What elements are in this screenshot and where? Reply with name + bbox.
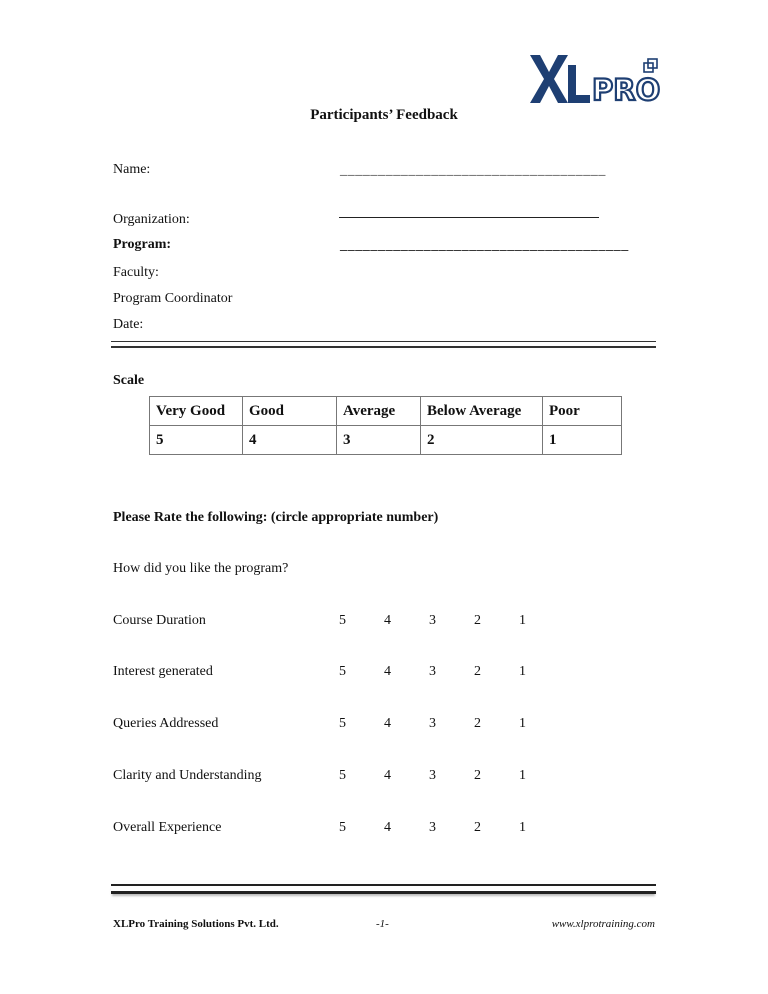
rating-option-2[interactable]: 2 bbox=[474, 820, 481, 835]
rating-label: Course Duration bbox=[113, 613, 206, 628]
rating-option-4[interactable]: 4 bbox=[384, 613, 391, 628]
rating-option-5[interactable]: 5 bbox=[339, 613, 346, 628]
rating-option-5[interactable]: 5 bbox=[339, 716, 346, 731]
faculty-label: Faculty: bbox=[113, 265, 159, 280]
rating-option-2[interactable]: 2 bbox=[474, 768, 481, 783]
footer-company: XLPro Training Solutions Pvt. Ltd. bbox=[113, 918, 279, 930]
scale-header-cell: Average bbox=[337, 397, 421, 426]
scale-heading: Scale bbox=[113, 373, 145, 388]
rating-option-1[interactable]: 1 bbox=[519, 716, 526, 731]
rating-option-5[interactable]: 5 bbox=[339, 664, 346, 679]
scale-value-cell: 4 bbox=[243, 426, 337, 455]
rating-label: Queries Addressed bbox=[113, 716, 219, 731]
rating-option-2[interactable]: 2 bbox=[474, 613, 481, 628]
rating-option-3[interactable]: 3 bbox=[429, 716, 436, 731]
rating-option-4[interactable]: 4 bbox=[384, 664, 391, 679]
footer-divider bbox=[111, 884, 656, 894]
xlpro-logo bbox=[528, 53, 660, 105]
footer-page-number: -1- bbox=[376, 918, 389, 930]
scale-header-row bbox=[150, 397, 622, 426]
rating-option-1[interactable]: 1 bbox=[519, 664, 526, 679]
scale-value-cell: 1 bbox=[543, 426, 622, 455]
coordinator-label: Program Coordinator bbox=[113, 291, 233, 306]
rating-option-2[interactable]: 2 bbox=[474, 664, 481, 679]
rating-option-1[interactable]: 1 bbox=[519, 820, 526, 835]
date-label: Date: bbox=[113, 317, 144, 332]
rating-option-2[interactable]: 2 bbox=[474, 716, 481, 731]
rating-label: Interest generated bbox=[113, 664, 213, 679]
rating-label: Overall Experience bbox=[113, 820, 222, 835]
footer-website[interactable]: www.xlprotraining.com bbox=[551, 918, 655, 930]
rating-option-1[interactable]: 1 bbox=[519, 768, 526, 783]
rating-option-4[interactable]: 4 bbox=[384, 716, 391, 731]
rating-option-3[interactable]: 3 bbox=[429, 613, 436, 628]
rating-option-5[interactable]: 5 bbox=[339, 820, 346, 835]
rating-option-5[interactable]: 5 bbox=[339, 768, 346, 783]
scale-header-cell: Below Average bbox=[421, 397, 543, 426]
rating-label: Clarity and Understanding bbox=[113, 768, 262, 783]
scale-value-row bbox=[150, 426, 622, 455]
rating-option-3[interactable]: 3 bbox=[429, 820, 436, 835]
scale-header-cell: Good bbox=[243, 397, 337, 426]
rating-option-3[interactable]: 3 bbox=[429, 664, 436, 679]
name-label: Name: bbox=[113, 162, 151, 177]
page-title: Participants’ Feedback bbox=[310, 107, 458, 123]
rating-option-1[interactable]: 1 bbox=[519, 613, 526, 628]
rate-instruction: Please Rate the following: (circle appropriate number) bbox=[113, 510, 439, 525]
organization-blank[interactable] bbox=[339, 217, 599, 218]
scale-value-cell: 5 bbox=[150, 426, 243, 455]
logo-pro-text: PRO bbox=[592, 73, 660, 105]
rating-option-4[interactable]: 4 bbox=[384, 820, 391, 835]
scale-header-cell: Very Good bbox=[150, 397, 243, 426]
name-blank[interactable]: ___________________________________ bbox=[340, 163, 606, 178]
scale-value-cell: 3 bbox=[337, 426, 421, 455]
section-divider bbox=[111, 341, 656, 348]
rating-option-3[interactable]: 3 bbox=[429, 768, 436, 783]
rating-option-4[interactable]: 4 bbox=[384, 768, 391, 783]
scale-table bbox=[149, 396, 622, 455]
scale-header-cell: Poor bbox=[543, 397, 622, 426]
program-blank[interactable]: ______________________________________ bbox=[340, 238, 629, 253]
rate-question: How did you like the program? bbox=[113, 561, 289, 576]
program-label: Program: bbox=[113, 237, 172, 252]
scale-value-cell: 2 bbox=[421, 426, 543, 455]
organization-label: Organization: bbox=[113, 212, 190, 227]
